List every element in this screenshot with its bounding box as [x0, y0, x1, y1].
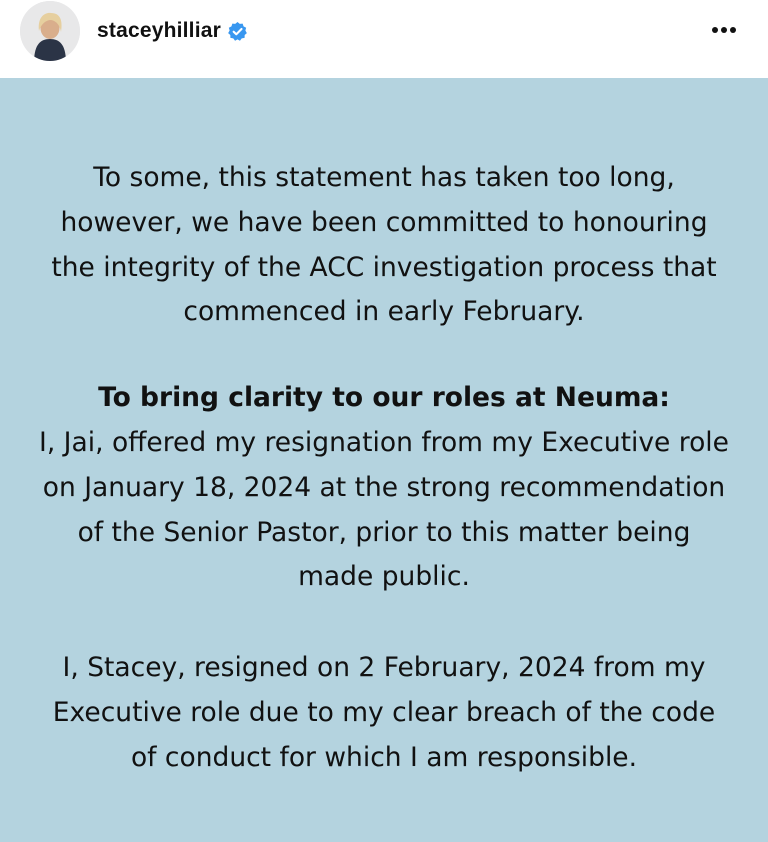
username-row: [97, 18, 248, 44]
verified-badge-icon: [227, 21, 248, 42]
avatar[interactable]: [20, 1, 80, 61]
statement-heading: To bring clarity to our roles at Neuma:: [98, 382, 670, 413]
statement-paragraph-2: I, Jai, offered my resignation from my Executive role on January 18, 2024 at the strong recommendation of the Senior Pastor, prior to this matter being made public.: [39, 427, 729, 593]
post-image: [0, 78, 768, 842]
post-header: [0, 0, 768, 78]
statement-paragraph-3: I, Stacey, resigned on 2 February, 2024 from my Executive role due to my clear breach of the code of conduct for which I am responsible.: [52, 652, 716, 773]
statement-paragraph-1: To some, this statement has taken too long, however, we have been committed to honouring the integrity of the ACC investigation process that commenced in early February.: [51, 162, 717, 328]
username[interactable]: staceyhilliar: [97, 19, 222, 42]
more-options-icon[interactable]: [700, 16, 748, 44]
